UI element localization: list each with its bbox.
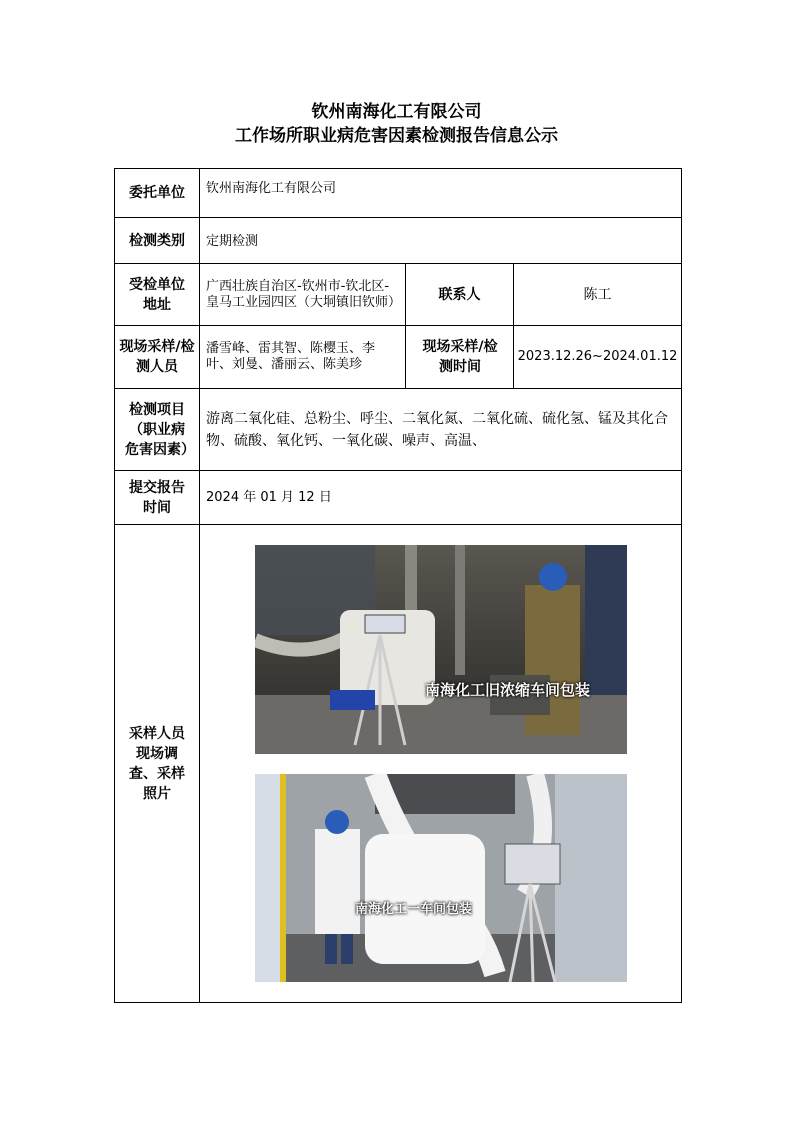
submit-label: 提交报告时间 xyxy=(129,479,185,516)
sampling-photo-1-image xyxy=(255,545,627,754)
staff-label: 现场采样/检测人员 xyxy=(119,339,195,375)
staff-value: 潘雪峰、雷其智、陈樱玉、李叶、刘曼、潘丽云、陈美珍 xyxy=(206,341,376,372)
unit-value: 广西壮族自治区-钦州市-钦北区-皇马工业园四区（大垌镇旧钦师） xyxy=(206,278,402,310)
info-table xyxy=(114,168,682,1003)
report-title: 工作场所职业病危害因素检测报告信息公示 xyxy=(235,126,558,146)
contact-label: 联系人 xyxy=(438,286,481,303)
contact-value: 陈工 xyxy=(583,286,612,303)
submit-value: 2024 年 01 月 12 日 xyxy=(206,489,332,505)
company-title: 钦州南海化工有限公司 xyxy=(311,102,482,122)
type-value: 定期检测 xyxy=(206,234,259,249)
unit-label: 受检单位地址 xyxy=(129,276,185,313)
client-value: 钦州南海化工有限公司 xyxy=(206,181,337,196)
photo-1-caption: 南海化工旧浓缩车间包装 xyxy=(425,681,591,699)
photos-label: 采样人员现场调查、采样照片 xyxy=(129,725,185,802)
time-label: 现场采样/检测时间 xyxy=(422,339,498,375)
sampling-photo-2 xyxy=(255,774,627,982)
items-value: 游离二氧化硅、总粉尘、呼尘、二氧化氮、二氧化硫、硫化氢、锰及其化合物、硫酸、氧化钙、一氧化碳、噪声、高温、 xyxy=(206,410,668,449)
client-label: 委托单位 xyxy=(129,185,185,201)
type-label: 检测类别 xyxy=(129,232,185,249)
sampling-photo-1 xyxy=(255,545,627,754)
items-label: 检测项目（职业病危害因素） xyxy=(125,401,195,458)
time-value: 2023.12.26~2024.01.12 xyxy=(517,349,678,364)
photo-2-caption: 南海化工一车间包装 xyxy=(355,902,473,917)
sampling-photo-2-image xyxy=(255,774,627,982)
